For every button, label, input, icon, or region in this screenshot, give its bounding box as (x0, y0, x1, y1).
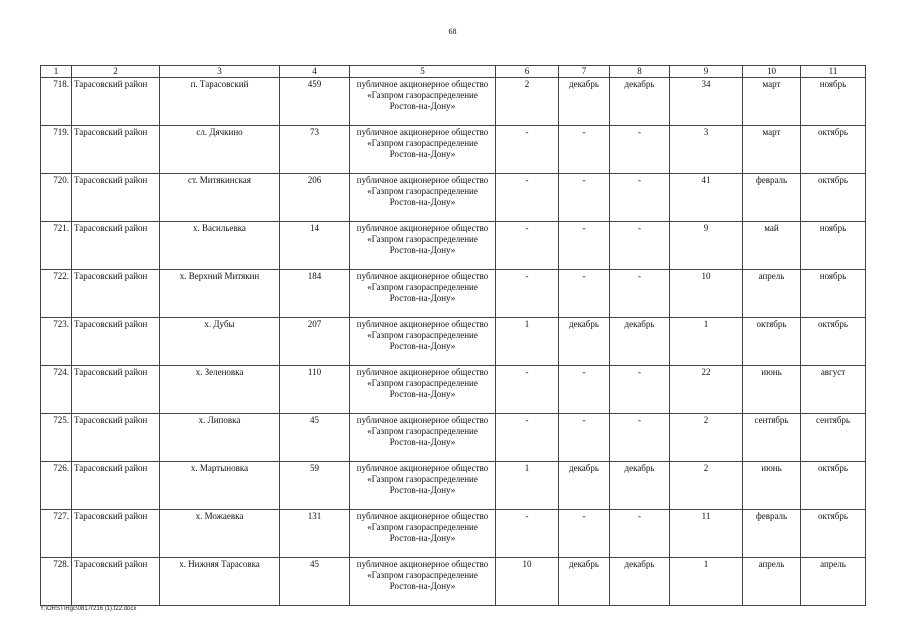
settlement-cell: х. Можаевка (160, 510, 280, 558)
row-number-cell: 719. (41, 126, 72, 174)
row-number-cell: 726. (41, 462, 72, 510)
column-6-cell: 2 (496, 78, 559, 126)
table-row (41, 174, 866, 222)
district-cell: Тарасовский район (72, 270, 160, 318)
settlement-cell: х. Верхний Митякин (160, 270, 280, 318)
settlement-cell: х. Нижняя Тарасовка (160, 558, 280, 606)
organization-cell: публичное акционерное общество «Газпром газораспределение Ростов-на-Дону» (350, 270, 496, 318)
table-row (41, 414, 866, 462)
column-8-cell: декабрь (610, 318, 670, 366)
gas-distribution-table (40, 65, 866, 606)
column-7-cell: декабрь (559, 558, 610, 606)
table-row (41, 510, 866, 558)
district-cell: Тарасовский район (72, 318, 160, 366)
column-6-cell: - (496, 510, 559, 558)
organization-cell: публичное акционерное общество «Газпром газораспределение Ростов-на-Дону» (350, 558, 496, 606)
column-8-cell: декабрь (610, 78, 670, 126)
column-6-cell: - (496, 366, 559, 414)
row-number-cell: 724. (41, 366, 72, 414)
settlement-cell: ст. Митякинская (160, 174, 280, 222)
column-header: 4 (280, 66, 350, 78)
column-11-cell: ноябрь (801, 222, 866, 270)
column-6-cell: - (496, 222, 559, 270)
column-9-cell: 9 (670, 222, 743, 270)
column-6-cell: - (496, 126, 559, 174)
table-row (41, 558, 866, 606)
row-number-cell: 721. (41, 222, 72, 270)
count-cell: 459 (280, 78, 350, 126)
column-header: 11 (801, 66, 866, 78)
column-7-cell: - (559, 270, 610, 318)
column-10-cell: март (743, 126, 801, 174)
row-number-cell: 718. (41, 78, 72, 126)
row-number-cell: 725. (41, 414, 72, 462)
column-10-cell: июнь (743, 366, 801, 414)
column-6-cell: - (496, 270, 559, 318)
settlement-cell: п. Тарасовский (160, 78, 280, 126)
column-9-cell: 10 (670, 270, 743, 318)
column-header: 1 (41, 66, 72, 78)
column-7-cell: декабрь (559, 462, 610, 510)
column-6-cell: 10 (496, 558, 559, 606)
column-10-cell: апрель (743, 270, 801, 318)
column-8-cell: декабрь (610, 558, 670, 606)
column-11-cell: сентябрь (801, 414, 866, 462)
district-cell: Тарасовский район (72, 126, 160, 174)
column-11-cell: ноябрь (801, 78, 866, 126)
district-cell: Тарасовский район (72, 222, 160, 270)
settlement-cell: сл. Дячкино (160, 126, 280, 174)
settlement-cell: х. Мартыновка (160, 462, 280, 510)
organization-cell: публичное акционерное общество «Газпром газораспределение Ростов-на-Дону» (350, 510, 496, 558)
column-header: 7 (559, 66, 610, 78)
district-cell: Тарасовский район (72, 462, 160, 510)
district-cell: Тарасовский район (72, 78, 160, 126)
count-cell: 59 (280, 462, 350, 510)
district-cell: Тарасовский район (72, 414, 160, 462)
column-11-cell: ноябрь (801, 270, 866, 318)
table-header-row (41, 66, 866, 78)
column-10-cell: февраль (743, 174, 801, 222)
column-10-cell: апрель (743, 558, 801, 606)
organization-cell: публичное акционерное общество «Газпром газораспределение Ростов-на-Дону» (350, 78, 496, 126)
column-header: 8 (610, 66, 670, 78)
column-7-cell: - (559, 174, 610, 222)
column-11-cell: октябрь (801, 462, 866, 510)
count-cell: 184 (280, 270, 350, 318)
column-9-cell: 2 (670, 414, 743, 462)
row-number-cell: 720. (41, 174, 72, 222)
column-8-cell: декабрь (610, 462, 670, 510)
organization-cell: публичное акционерное общество «Газпром газораспределение Ростов-на-Дону» (350, 366, 496, 414)
count-cell: 14 (280, 222, 350, 270)
column-9-cell: 11 (670, 510, 743, 558)
column-10-cell: сентябрь (743, 414, 801, 462)
district-cell: Тарасовский район (72, 174, 160, 222)
page-number: 68 (448, 27, 457, 36)
column-9-cell: 22 (670, 366, 743, 414)
table-row (41, 366, 866, 414)
organization-cell: публичное акционерное общество «Газпром газораспределение Ростов-на-Дону» (350, 222, 496, 270)
column-header: 5 (350, 66, 496, 78)
document-footer-path: Y:\ORST\Rgc\0817r216 (1).f22.docx (40, 606, 137, 612)
column-7-cell: декабрь (559, 78, 610, 126)
row-number-cell: 727. (41, 510, 72, 558)
table-row (41, 126, 866, 174)
column-7-cell: - (559, 510, 610, 558)
column-9-cell: 41 (670, 174, 743, 222)
row-number-cell: 722. (41, 270, 72, 318)
row-number-cell: 728. (41, 558, 72, 606)
district-cell: Тарасовский район (72, 366, 160, 414)
organization-cell: публичное акционерное общество «Газпром газораспределение Ростов-на-Дону» (350, 318, 496, 366)
count-cell: 131 (280, 510, 350, 558)
row-number-cell: 723. (41, 318, 72, 366)
count-cell: 45 (280, 558, 350, 606)
settlement-cell: х. Зеленовка (160, 366, 280, 414)
column-10-cell: февраль (743, 510, 801, 558)
column-8-cell: - (610, 174, 670, 222)
column-header: 3 (160, 66, 280, 78)
column-header: 10 (743, 66, 801, 78)
organization-cell: публичное акционерное общество «Газпром газораспределение Ростов-на-Дону» (350, 174, 496, 222)
column-8-cell: - (610, 222, 670, 270)
column-10-cell: июнь (743, 462, 801, 510)
column-header: 2 (72, 66, 160, 78)
column-8-cell: - (610, 270, 670, 318)
column-10-cell: март (743, 78, 801, 126)
column-6-cell: 1 (496, 318, 559, 366)
column-7-cell: - (559, 222, 610, 270)
column-11-cell: октябрь (801, 318, 866, 366)
count-cell: 207 (280, 318, 350, 366)
column-11-cell: август (801, 366, 866, 414)
organization-cell: публичное акционерное общество «Газпром газораспределение Ростов-на-Дону» (350, 126, 496, 174)
column-11-cell: октябрь (801, 510, 866, 558)
column-header: 6 (496, 66, 559, 78)
column-10-cell: май (743, 222, 801, 270)
settlement-cell: х. Дубы (160, 318, 280, 366)
column-9-cell: 2 (670, 462, 743, 510)
column-8-cell: - (610, 414, 670, 462)
column-6-cell: 1 (496, 462, 559, 510)
column-11-cell: октябрь (801, 126, 866, 174)
column-6-cell: - (496, 174, 559, 222)
column-9-cell: 3 (670, 126, 743, 174)
column-9-cell: 1 (670, 318, 743, 366)
column-9-cell: 34 (670, 78, 743, 126)
column-7-cell: - (559, 414, 610, 462)
column-10-cell: октябрь (743, 318, 801, 366)
table-row (41, 318, 866, 366)
column-8-cell: - (610, 510, 670, 558)
column-8-cell: - (610, 126, 670, 174)
column-11-cell: октябрь (801, 174, 866, 222)
column-header: 9 (670, 66, 743, 78)
district-cell: Тарасовский район (72, 510, 160, 558)
table-row (41, 462, 866, 510)
count-cell: 45 (280, 414, 350, 462)
count-cell: 110 (280, 366, 350, 414)
count-cell: 73 (280, 126, 350, 174)
district-cell: Тарасовский район (72, 558, 160, 606)
column-8-cell: - (610, 366, 670, 414)
column-6-cell: - (496, 414, 559, 462)
table-row (41, 270, 866, 318)
organization-cell: публичное акционерное общество «Газпром газораспределение Ростов-на-Дону» (350, 414, 496, 462)
column-7-cell: - (559, 126, 610, 174)
column-9-cell: 1 (670, 558, 743, 606)
column-7-cell: декабрь (559, 318, 610, 366)
settlement-cell: х. Липовка (160, 414, 280, 462)
column-7-cell: - (559, 366, 610, 414)
table-row (41, 78, 866, 126)
table-row (41, 222, 866, 270)
count-cell: 206 (280, 174, 350, 222)
organization-cell: публичное акционерное общество «Газпром газораспределение Ростов-на-Дону» (350, 462, 496, 510)
column-11-cell: апрель (801, 558, 866, 606)
settlement-cell: х. Васильевка (160, 222, 280, 270)
